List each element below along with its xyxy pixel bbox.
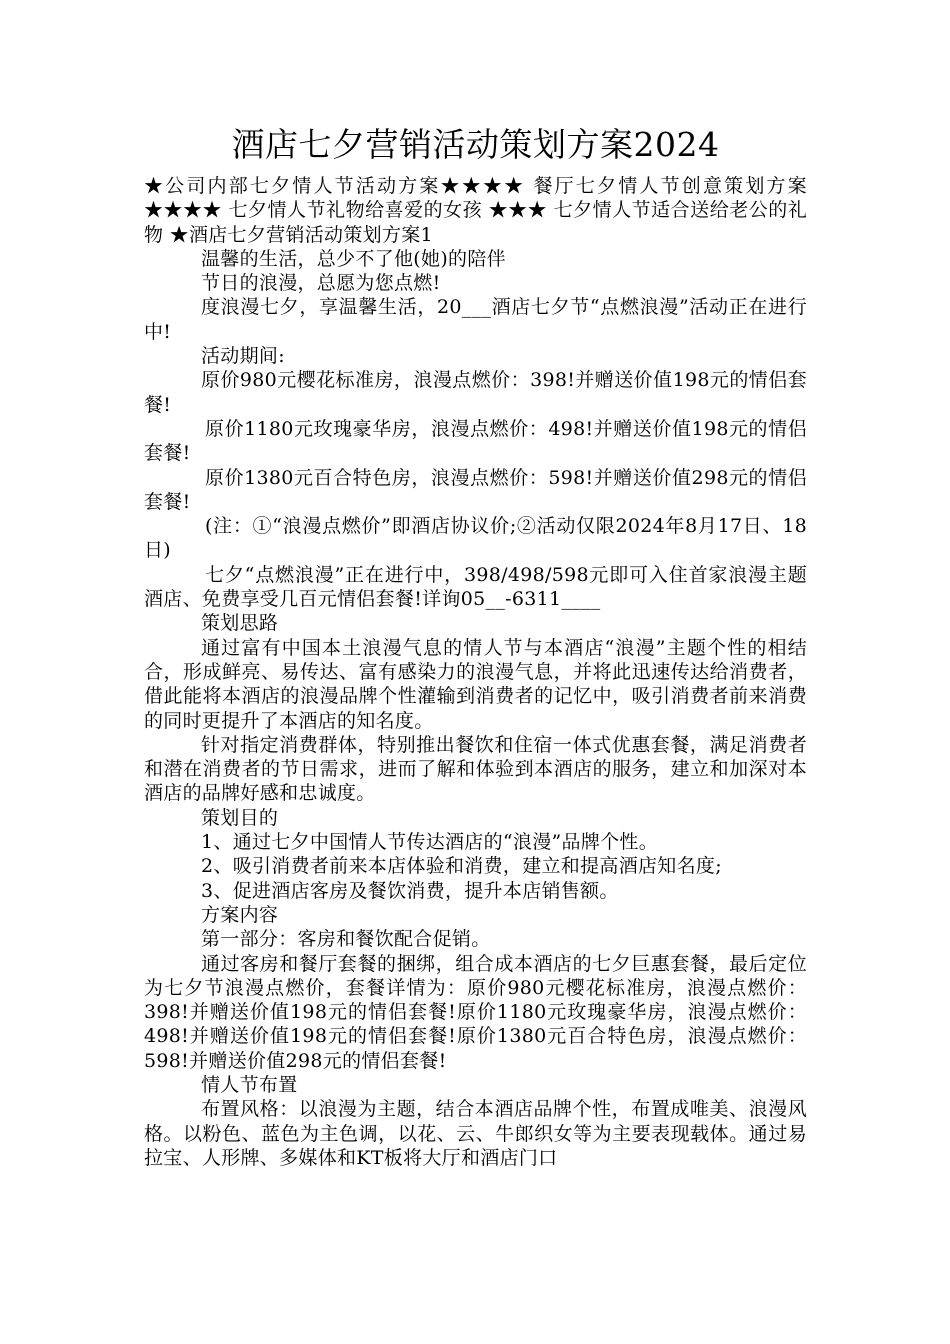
paragraph-intro-2: 节日的浪漫，总愿为您点燃!: [201, 272, 441, 295]
paragraph-offer-deluxe: 原价1180元玫瑰豪华房，浪漫点燃价：498!并赠送价值198元的情侣套餐!: [144, 417, 807, 465]
document-title: 酒店七夕营销活动策划方案2024: [231, 125, 720, 164]
paragraph-planning-idea-1: 通过富有中国本土浪漫气息的情人节与本酒店“浪漫”主题个性的相结合，形成鲜亮、易传达、富有感染力的浪漫气息，并将此迅速传达给消费者，借此能将本酒店的浪漫品牌个性灌输到消费者的记忆中，吸引消费者前来消费的同时更提升了本酒店的知名度。: [144, 636, 807, 732]
heading-decoration: 情人节布置: [201, 1073, 298, 1096]
heading-planning-goal: 策划目的: [201, 806, 279, 829]
paragraph-promo: 七夕“点燃浪漫”正在进行中，398/498/598元即可入住首家浪漫主题酒店、免费享受几百元情侣套餐!详询05__-6311____: [144, 563, 807, 611]
related-links-paragraph: ★公司内部七夕情人节活动方案★★★★ 餐厅七夕情人节创意策划方案 ★★★★ 七夕情人节礼物给喜爱的女孩 ★★★ 七夕情人节适合送给老公的礼物 ★酒店七夕营销活动策划方案1: [144, 175, 807, 246]
paragraph-part-one: 第一部分：客房和餐饮配合促销。: [201, 928, 491, 951]
paragraph-planning-idea-2: 针对指定消费群体，特别推出餐饮和住宿一体式优惠套餐，满足消费者和潜在消费者的节日需求，进而了解和体验到本酒店的服务，建立和加深对本酒店的品牌好感和忠诚度。: [144, 733, 807, 805]
paragraph-offer-special: 原价1380元百合特色房，浪漫点燃价：598!并赠送价值298元的情侣套餐!: [144, 466, 807, 513]
paragraph-intro-3: 度浪漫七夕，享温馨生活，20___酒店七夕节“点燃浪漫”活动正在进行中!: [144, 296, 807, 343]
paragraph-intro-1: 温馨的生活，总少不了他(她)的陪伴: [201, 247, 506, 270]
paragraph-note: (注：①“浪漫点燃价”即酒店协议价;②活动仅限2024年8月17日、18日): [144, 515, 807, 562]
goal-item-2: 2、吸引消费者前来本店体验和消费，建立和提高酒店知名度;: [201, 855, 722, 878]
heading-plan-content: 方案内容: [201, 903, 279, 926]
paragraph-activity-period: 活动期间:: [201, 345, 285, 368]
goal-item-3: 3、促进酒店客房及餐饮消费，提升本店销售额。: [201, 879, 619, 902]
paragraph-package-details: 通过客房和餐厅套餐的捆绑，组合成本酒店的七夕巨惠套餐，最后定位为七夕节浪漫点燃价，套餐详情为：原价980元樱花标准房，浪漫点燃价：398!并赠送价值198元的情侣套餐!原价1180元玫瑰豪华房，浪漫点燃价：498!并赠送价值198元的情侣套餐!原价1380元百合特色房，浪漫点燃价：598!并赠送价值298元的情侣套餐!: [144, 952, 807, 1072]
paragraph-decoration-style: 布置风格：以浪漫为主题，结合本酒店品牌个性，布置成唯美、浪漫风格。以粉色、蓝色为主色调，以花、云、牛郎织女等为主要表现载体。通过易拉宝、人形牌、多媒体和KT板将大厅和酒店门口: [144, 1098, 807, 1169]
paragraph-offer-standard: 原价980元樱花标准房，浪漫点燃价：398!并赠送价值198元的情侣套餐!: [144, 369, 807, 416]
goal-item-1: 1、通过七夕中国情人节传达酒店的“浪漫”品牌个性。: [201, 831, 659, 854]
heading-planning-idea: 策划思路: [201, 612, 279, 635]
